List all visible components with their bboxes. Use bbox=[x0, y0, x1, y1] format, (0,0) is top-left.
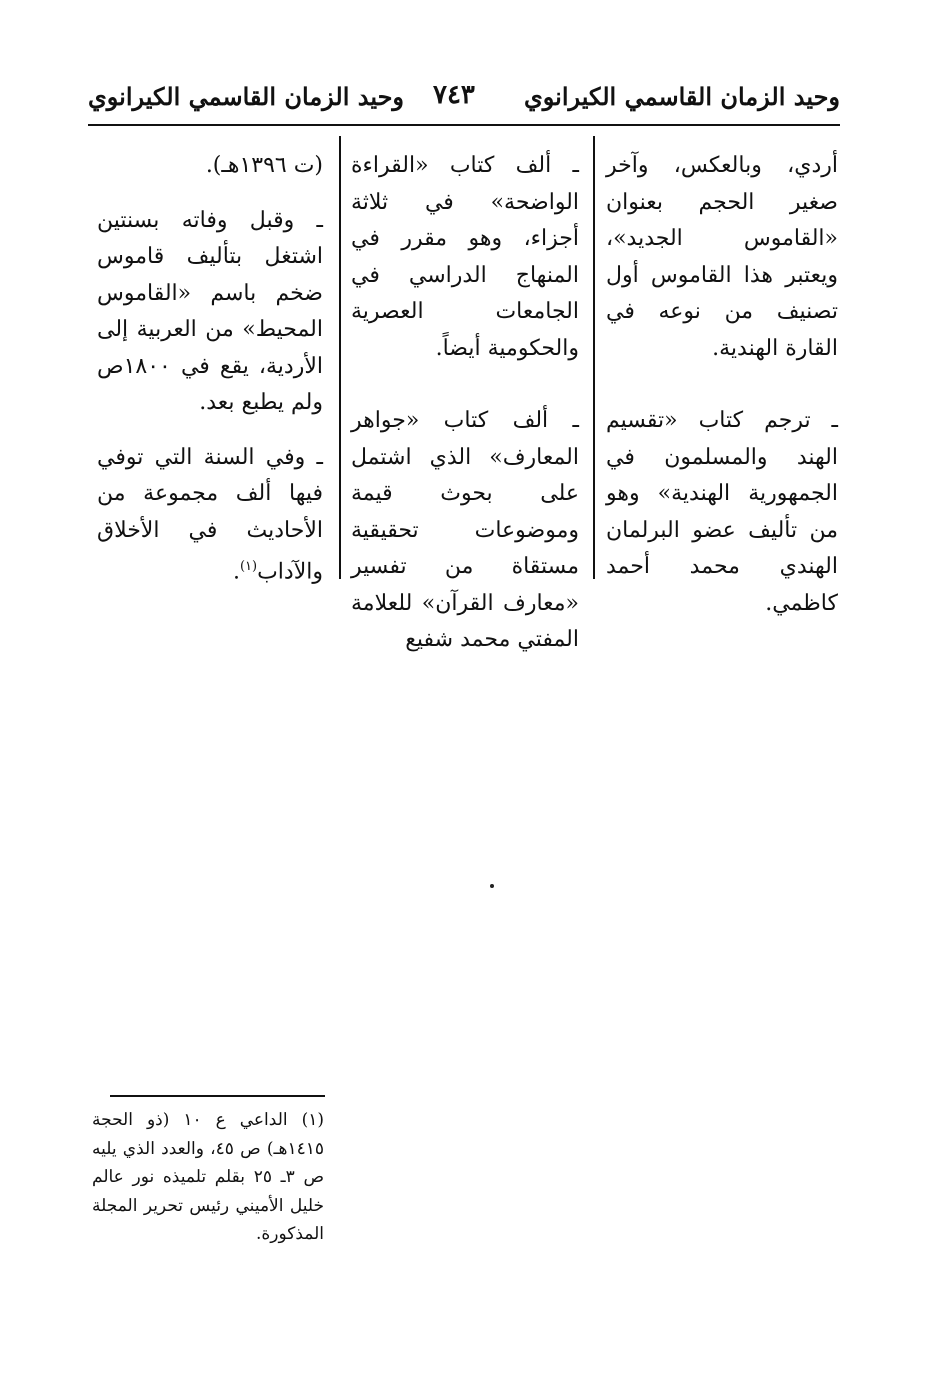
header-rule bbox=[88, 124, 840, 126]
column-middle-paragraph-1: ـ ألف كتاب «القراءة الواضحة» في ثلاثة أجزاء، وهو مقرر في المنهاج الدراسي في الجامعات العصرية والحكومية أيضاً. bbox=[351, 153, 579, 361]
column-divider-right bbox=[593, 136, 595, 579]
running-title-left: وحيد الزمان القاسمي الكيرانوي bbox=[88, 82, 405, 111]
page-number: ٧٤٣ bbox=[433, 80, 475, 110]
column-left-paragraph-1: (ت ١٣٩٦هـ). bbox=[205, 153, 323, 178]
stray-dot bbox=[490, 884, 494, 888]
running-title-right: وحيد الزمان القاسمي الكيرانوي bbox=[523, 82, 840, 111]
column-right bbox=[606, 148, 838, 622]
column-left-paragraph-3-text: ـ وفي السنة التي توفي فيها ألف مجموعة من الأحاديث في الأخلاق والآداب bbox=[97, 444, 323, 585]
footnote-rule bbox=[110, 1095, 325, 1097]
column-right-paragraph-2: ـ ترجم كتاب «تقسيم الهند والمسلمون في الجمهورية الهندية» وهو من تأليف عضو البرلمان الهندي محمد أحمد كاظمي. bbox=[606, 408, 838, 616]
column-left-paragraph-3 bbox=[97, 440, 323, 591]
column-divider-left bbox=[339, 136, 341, 579]
footnote-text: (١) الداعي ع ١٠ (ذو الحجة ١٤١٥هـ) ص ٤٥، والعدد الذي يليه ص ٣ـ ٢٥ بقلم تلميذه نور عالم خليل الأميني رئيس تحرير المجلة المذكورة. bbox=[92, 1110, 324, 1244]
page-header bbox=[88, 78, 840, 118]
column-left-paragraph-2: ـ وقبل وفاته بسنتين اشتغل بتأليف قاموس ضخم باسم «القاموس المحيط» من العربية إلى الأردية، يقع في ١٨٠٠ص ولم يطبع بعد. bbox=[97, 207, 323, 415]
column-left-paragraph-3-end: . bbox=[232, 559, 240, 585]
footnote bbox=[92, 1106, 324, 1249]
column-right-paragraph-1: أردي، وبالعكس، وآخر صغير الحجم بعنوان «القاموس الجديد»، ويعتبر هذا القاموس أول تصنيف من نوعه في القارة الهندية. bbox=[606, 153, 838, 361]
footnote-reference: (١) bbox=[239, 559, 258, 574]
column-middle-paragraph-2: ـ ألف كتاب «جواهر المعارف» الذي اشتمل على بحوث قيمة وموضوعات تحقيقية مستقاة من تفسير «معارف القرآن» للعلامة المفتي محمد شفيع bbox=[351, 408, 579, 652]
column-left bbox=[97, 148, 323, 591]
column-middle bbox=[351, 148, 579, 659]
